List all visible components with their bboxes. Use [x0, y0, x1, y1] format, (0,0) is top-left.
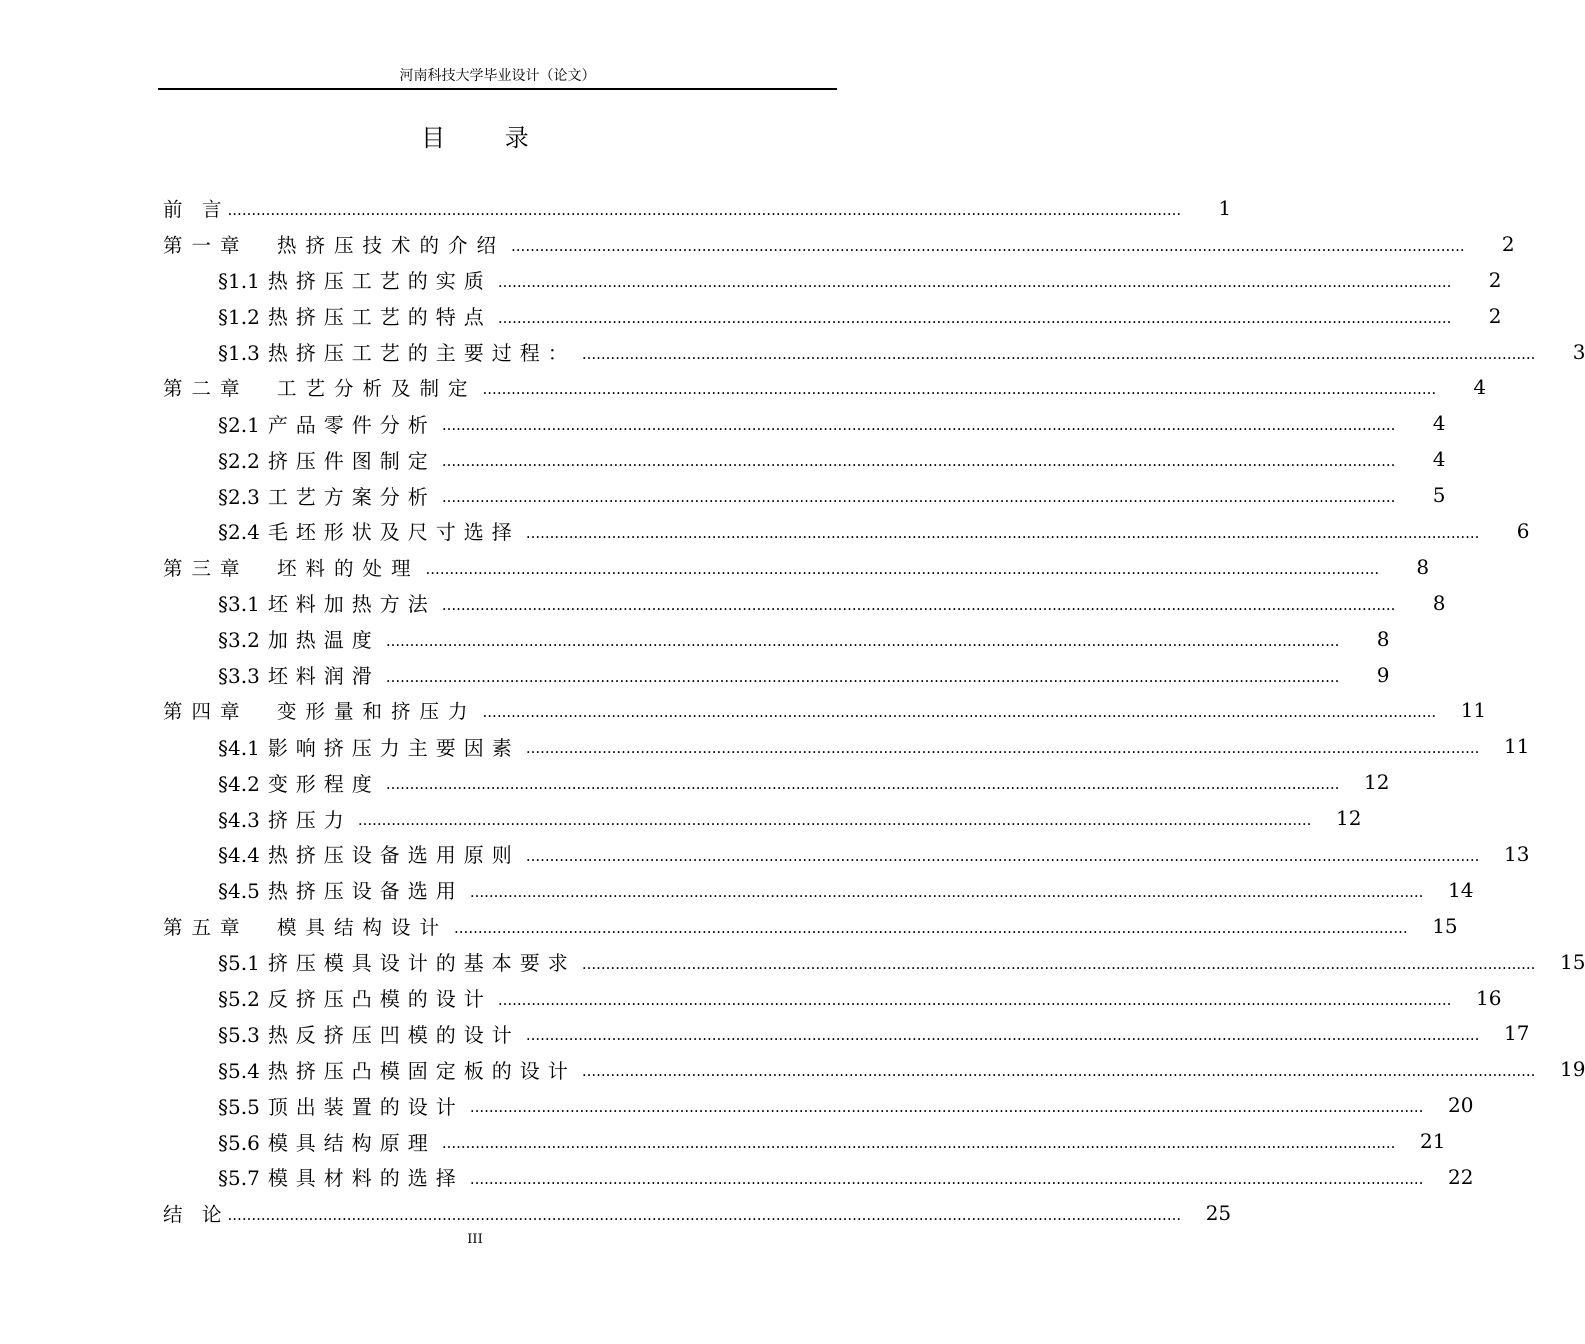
toc-section-number: §1.3	[218, 341, 260, 365]
toc-page-number: 9	[1376, 662, 1390, 687]
toc-section-number: §3.3	[218, 664, 260, 689]
toc-section-title	[218, 588, 436, 617]
toc-section-title	[218, 301, 492, 330]
running-header: 河南科技大学毕业设计（论文）	[399, 68, 596, 84]
toc-section-title	[218, 1019, 520, 1048]
toc-page-number: 2	[1488, 303, 1502, 328]
toc-dot-leader: ........................................................................................................................................................................................................	[441, 595, 1396, 614]
toc-entry[interactable]	[163, 836, 1530, 872]
toc-entry-label: 热挤压工艺的主要过程：	[267, 341, 576, 365]
toc-entry-label: 模具材料的选择	[267, 1166, 464, 1191]
toc-chapter-title	[163, 373, 477, 401]
toc-dot-leader: ........................................................................................................................................................................................................	[227, 200, 1182, 219]
toc-entry-label: 变形程度	[267, 771, 380, 796]
toc-page-number: 14	[1447, 877, 1474, 902]
toc-entry-label: 第三章 坯料的处理	[163, 556, 420, 580]
toc-section-title	[218, 732, 520, 761]
toc-section-number: §5.1	[218, 951, 260, 976]
toc-section-number: §5.6	[218, 1130, 260, 1155]
toc-page-number: 11	[1460, 698, 1487, 723]
toc-entry-label: 第五章 模具结构设计	[163, 915, 449, 939]
toc-entry-label: 热挤压工艺的特点	[267, 305, 492, 330]
toc-section-title	[218, 481, 436, 510]
toc-entry[interactable]	[163, 944, 1585, 980]
toc-section-number: §4.4	[218, 843, 260, 868]
toc-entry[interactable]	[163, 800, 1362, 836]
toc-section-title	[218, 983, 492, 1012]
toc-dot-leader: ........................................................................................................................................................................................................	[385, 775, 1340, 794]
toc-page-number: 4	[1473, 375, 1487, 400]
toc-page-number: 25	[1205, 1200, 1232, 1225]
toc-entry-label: 热反挤压凹模的设计	[267, 1022, 520, 1047]
toc-page-number: 2	[1488, 267, 1502, 292]
toc-dot-leader: ........................................................................................................................................................................................................	[511, 236, 1465, 255]
toc-section-number: §2.4	[218, 520, 260, 545]
toc-entry[interactable]	[163, 585, 1446, 621]
toc-section-title	[218, 445, 436, 474]
toc-chapter-title	[163, 553, 420, 581]
toc-page-number: 17	[1503, 1021, 1530, 1046]
toc-section-number: §4.1	[218, 735, 260, 760]
toc-entry[interactable]	[163, 334, 1585, 370]
toc-section-number: §3.1	[218, 592, 260, 617]
toc-page-number: 4	[1432, 411, 1446, 436]
toc-section-title	[218, 1055, 576, 1084]
toc-entry[interactable]	[163, 1123, 1446, 1159]
toc-entry-label: 热挤压凸模固定板的设计	[267, 1058, 576, 1083]
toc-entry-label: 顶出装置的设计	[267, 1094, 464, 1119]
toc-entry[interactable]	[163, 728, 1530, 764]
toc-entry[interactable]	[163, 1087, 1474, 1123]
page-title: 目 录	[421, 124, 555, 152]
toc-entry[interactable]	[163, 1015, 1530, 1051]
toc-page-number: 8	[1416, 554, 1430, 579]
toc-section-title	[218, 1162, 464, 1191]
toc-dot-leader: ........................................................................................................................................................................................................	[385, 631, 1340, 650]
toc-entry[interactable]	[163, 549, 1430, 585]
toc-section-title	[218, 768, 380, 797]
toc-page-number: 20	[1447, 1093, 1474, 1118]
toc-entry[interactable]	[163, 226, 1515, 262]
toc-dot-leader: ........................................................................................................................................................................................................	[497, 308, 1452, 327]
toc-section-number: §4.5	[218, 879, 260, 904]
toc-section-number: §5.2	[218, 987, 260, 1012]
toc-section-title	[218, 804, 352, 833]
toc-chapter-title	[163, 912, 448, 940]
toc-page-number: 13	[1503, 841, 1530, 866]
toc-entry[interactable]	[163, 1159, 1474, 1195]
toc-section-number: §5.3	[218, 1022, 260, 1047]
toc-page-number: 12	[1363, 770, 1390, 795]
toc-section-title	[218, 624, 380, 653]
toc-entry-label: 毛坯形状及尺寸选择	[267, 520, 520, 545]
toc-section-number: §2.2	[218, 448, 260, 473]
toc-section-title	[218, 516, 520, 545]
toc-entry[interactable]	[163, 872, 1474, 908]
toc-entry[interactable]	[163, 190, 1232, 226]
toc-entry[interactable]	[163, 441, 1446, 477]
toc-chapter-title	[163, 194, 222, 222]
toc-section-title	[218, 409, 436, 438]
toc-section-number: §3.2	[218, 628, 260, 653]
toc-entry[interactable]	[163, 692, 1487, 728]
toc-page-number: 19	[1559, 1057, 1585, 1082]
toc-entry[interactable]	[163, 1051, 1585, 1087]
toc-entry[interactable]	[163, 405, 1446, 441]
toc-section-title	[218, 875, 464, 904]
toc-dot-leader: ........................................................................................................................................................................................................	[469, 1098, 1424, 1117]
toc-page-number: 16	[1475, 985, 1502, 1010]
toc-page-number: 15	[1432, 913, 1458, 938]
toc-page-number: 8	[1432, 590, 1446, 615]
toc-page-number: 21	[1419, 1129, 1446, 1154]
toc-page-number: 11	[1503, 734, 1530, 759]
toc-entry-label: 加热温度	[267, 628, 380, 653]
toc-section-number: §1.2	[218, 305, 260, 330]
toc-entry[interactable]	[163, 657, 1390, 693]
toc-dot-leader: ........................................................................................................................................................................................................	[581, 954, 1536, 973]
toc-entry-label: 影响挤压力主要因素	[267, 735, 520, 760]
toc-dot-leader: ........................................................................................................................................................................................................	[581, 1062, 1536, 1081]
toc-entry-label: 热挤压设备选用	[267, 879, 464, 904]
toc-entry-label: 坯料润滑	[267, 664, 380, 689]
toc-section-number: §2.3	[218, 484, 260, 509]
toc-page-number: 5	[1432, 483, 1446, 508]
toc-page-number: 4	[1432, 447, 1446, 472]
toc-entry[interactable]	[163, 513, 1530, 549]
toc-section-title	[218, 265, 492, 294]
toc-dot-leader: ........................................................................................................................................................................................................	[482, 703, 1437, 722]
toc-section-number: §5.5	[218, 1094, 260, 1119]
toc-entry-label: 挤压模具设计的基本要求	[267, 951, 576, 976]
toc-section-title	[218, 947, 576, 976]
toc-section-number: §1.1	[218, 269, 260, 294]
toc-dot-leader: ........................................................................................................................................................................................................	[525, 739, 1480, 758]
toc-dot-leader: ........................................................................................................................................................................................................	[525, 523, 1480, 542]
toc-section-number: §4.2	[218, 771, 260, 796]
toc-page-number: 1	[1218, 195, 1232, 220]
toc-entry-label: 挤压件图制定	[267, 448, 436, 473]
toc-dot-leader: ........................................................................................................................................................................................................	[497, 990, 1452, 1009]
page-number: III	[467, 1232, 483, 1247]
toc-entry[interactable]	[163, 369, 1487, 405]
toc-entry-label: 第二章 工艺分析及制定	[163, 377, 477, 401]
toc-page-number: 8	[1376, 626, 1390, 651]
toc-dot-leader: ........................................................................................................................................................................................................	[469, 1169, 1424, 1188]
toc-section-number: §2.1	[218, 412, 260, 437]
toc-section-title	[218, 660, 380, 689]
toc-dot-leader: ........................................................................................................................................................................................................	[441, 488, 1396, 507]
toc-section-number: §5.4	[218, 1058, 260, 1083]
toc-entry[interactable]	[163, 298, 1502, 334]
toc-entry[interactable]	[163, 621, 1390, 657]
toc-page-number: 2	[1501, 231, 1515, 256]
toc-entry-label: 第四章 变形量和挤压力	[163, 700, 477, 724]
toc-dot-leader: ........................................................................................................................................................................................................	[525, 1026, 1480, 1045]
toc-dot-leader: ........................................................................................................................................................................................................	[385, 667, 1340, 686]
toc-entry-label: 产品零件分析	[267, 412, 436, 437]
toc-page-number: 15	[1559, 949, 1585, 974]
toc-section-title	[218, 839, 520, 868]
toc-entry-label: 第一章 热挤压技术的介绍	[163, 233, 506, 257]
toc-entry-label: 模具结构原理	[267, 1130, 436, 1155]
toc-section-title	[218, 1127, 436, 1156]
toc-dot-leader: ........................................................................................................................................................................................................	[482, 380, 1437, 399]
toc-entry-label: 反挤压凸模的设计	[267, 987, 492, 1012]
toc-section-title	[218, 1091, 464, 1120]
table-of-contents	[163, 190, 1585, 1231]
toc-section-number: §4.3	[218, 807, 260, 832]
toc-page-number: 6	[1516, 518, 1530, 543]
toc-entry-label: 结 论	[163, 1202, 222, 1226]
header-rule	[158, 88, 837, 90]
toc-dot-leader: ........................................................................................................................................................................................................	[441, 416, 1396, 435]
toc-chapter-title	[163, 1199, 222, 1227]
toc-entry-label: 热挤压设备选用原则	[267, 843, 520, 868]
toc-dot-leader: ........................................................................................................................................................................................................	[454, 918, 1408, 937]
toc-entry-label: 挤压力	[267, 807, 352, 832]
toc-entry[interactable]	[163, 1195, 1232, 1231]
toc-dot-leader: ........................................................................................................................................................................................................	[425, 559, 1380, 578]
toc-entry-label: 前 言	[163, 197, 222, 221]
toc-chapter-title	[163, 230, 505, 258]
toc-dot-leader: ........................................................................................................................................................................................................	[469, 882, 1424, 901]
toc-entry-label: 工艺方案分析	[267, 484, 436, 509]
toc-entry-label: 热挤压工艺的实质	[267, 269, 492, 294]
toc-entry[interactable]	[163, 262, 1502, 298]
toc-dot-leader: ........................................................................................................................................................................................................	[357, 811, 1312, 830]
toc-page-number: 22	[1447, 1164, 1474, 1189]
toc-entry[interactable]	[163, 764, 1390, 800]
toc-dot-leader: ........................................................................................................................................................................................................	[441, 452, 1396, 471]
toc-entry[interactable]	[163, 477, 1446, 513]
toc-dot-leader: ........................................................................................................................................................................................................	[581, 344, 1536, 363]
toc-dot-leader: ........................................................................................................................................................................................................	[497, 272, 1452, 291]
toc-page-number: 12	[1335, 806, 1362, 831]
toc-section-number: §5.7	[218, 1166, 260, 1191]
toc-entry[interactable]	[163, 980, 1502, 1016]
toc-dot-leader: ........................................................................................................................................................................................................	[441, 1134, 1396, 1153]
toc-entry[interactable]	[163, 908, 1458, 944]
toc-dot-leader: ........................................................................................................................................................................................................	[227, 1205, 1182, 1224]
toc-entry-label: 坯料加热方法	[267, 592, 436, 617]
toc-page-number: 3	[1572, 339, 1585, 364]
toc-section-title	[218, 337, 576, 366]
toc-chapter-title	[163, 696, 477, 724]
toc-dot-leader: ........................................................................................................................................................................................................	[525, 846, 1480, 865]
